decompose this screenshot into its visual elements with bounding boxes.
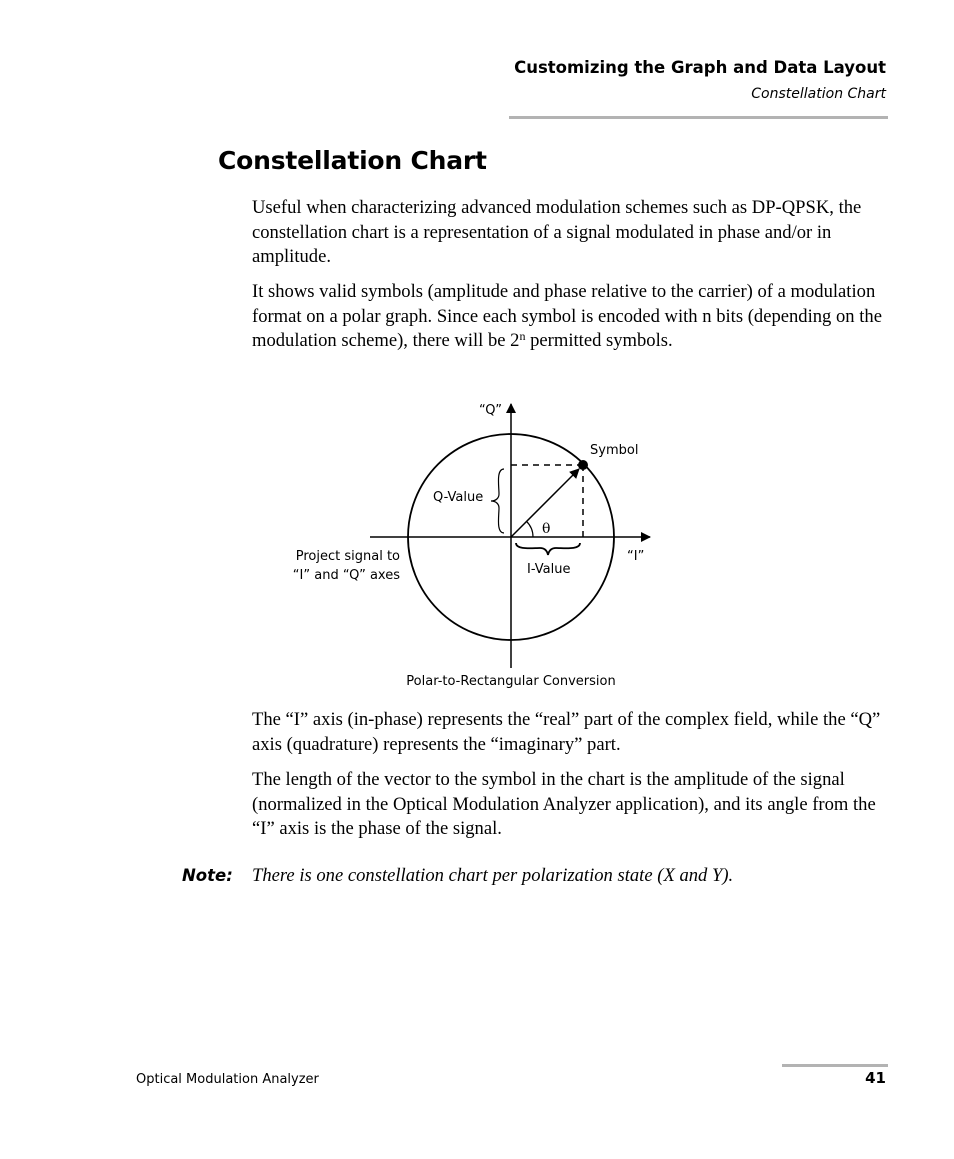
- symbols-text-end: permitted symbols.: [525, 330, 673, 351]
- polar-to-rectangular-diagram: [270, 390, 690, 700]
- symbol-label: Symbol: [590, 443, 639, 458]
- q-value-brace: [491, 469, 504, 533]
- intro-paragraph: Useful when characterizing advanced modulation schemes such as DP-QPSK, the constellation chart is a representation of a signal modulated in phase and/or in amplitude.: [252, 197, 862, 267]
- symbols-text-start: It shows valid symbols (amplitude and phase relative to the carrier) of a modulation format on a polar graph. Since each symbol is encoded with n bits (depending on the modulation scheme), there will be 2: [252, 281, 882, 351]
- section-title: Constellation Chart: [751, 86, 886, 102]
- axes-paragraph: The “I” axis (in-phase) represents the “real” part of the complex field, while the “Q” axis (quadrature) represents the “imaginary” part.: [252, 709, 881, 755]
- theta-label: θ: [542, 521, 551, 537]
- i-value-label: I-Value: [527, 562, 571, 577]
- project-label-line1: Project signal to: [295, 549, 400, 564]
- header-rule: [509, 116, 888, 119]
- project-label-line2: “I” and “Q” axes: [292, 568, 400, 583]
- footer-doc-title: Optical Modulation Analyzer: [136, 1072, 319, 1087]
- page-heading: Constellation Chart: [218, 146, 487, 175]
- chapter-title: Customizing the Graph and Data Layout: [514, 58, 886, 77]
- running-header: [514, 58, 886, 102]
- vector-paragraph: The length of the vector to the symbol in the chart is the amplitude of the signal (normalized in the Optical Modulation Analyzer application), and its angle from the “I” axis is the phase of the signal.: [252, 769, 876, 839]
- page-number: 41: [865, 1069, 886, 1087]
- symbols-paragraph: [252, 280, 892, 354]
- theta-arc: [527, 521, 533, 537]
- exponent-n: n: [519, 329, 526, 343]
- diagram-caption: Polar-to-Rectangular Conversion: [406, 674, 616, 689]
- i-axis-label: “I”: [627, 549, 645, 564]
- note-text: There is one constellation chart per polarization state (X and Y).: [252, 865, 734, 886]
- q-axis-label: “Q”: [479, 403, 503, 418]
- footer-rule: [782, 1064, 888, 1067]
- note-label: Note:: [182, 866, 233, 885]
- i-value-brace: [516, 543, 580, 555]
- symbol-point: [578, 460, 588, 470]
- q-value-label: Q-Value: [433, 490, 484, 505]
